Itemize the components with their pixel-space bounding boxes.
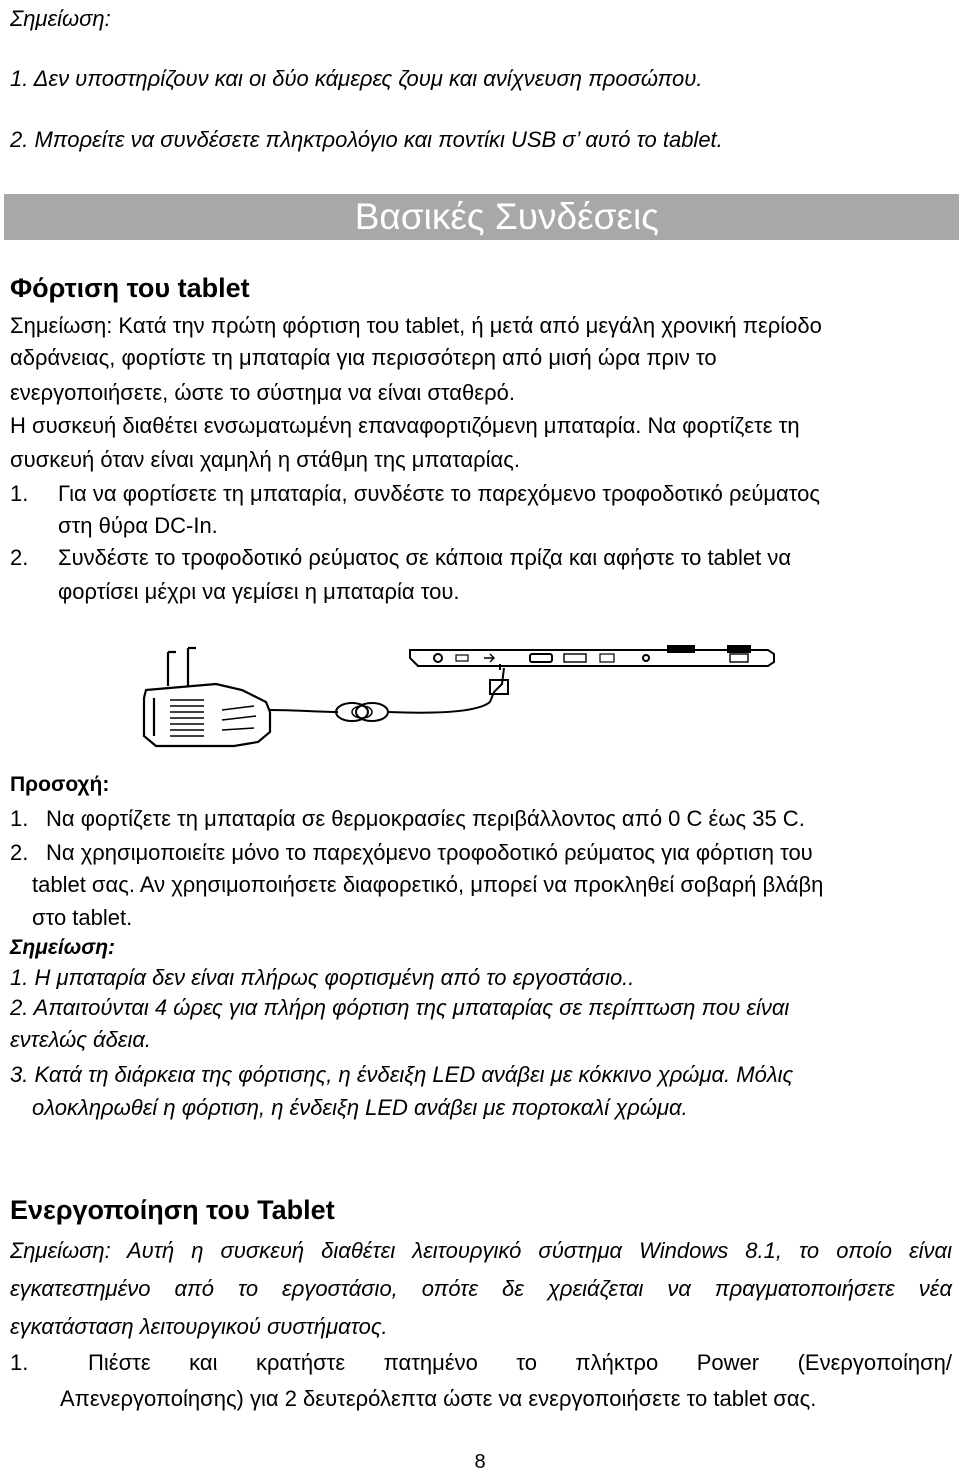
charge-note-line-1: 1. Η μπαταρία δεν είναι πλήρως φορτισμένη από το εργοστάσιο.. [10, 965, 635, 990]
power-on-step-line-2: Απενεργοποίησης) για 2 δευτερόλεπτα ώστε να ενεργοποιήσετε το tablet σας. [60, 1386, 817, 1411]
charging-note-line-1: Σημείωση: Κατά την πρώτη φόρτιση του tablet, ή μετά από μεγάλη χρονική περίοδο [10, 313, 822, 338]
charging-step-1-number: 1. [10, 481, 29, 506]
banner-title: Βασικές Συνδέσεις [354, 196, 659, 237]
caution-item-2-number: 2. [10, 840, 29, 865]
power-adapter-illustration [144, 648, 270, 746]
charging-step-2-line-2: φορτίσει μέχρι να γεμίσει η μπαταρία του. [58, 579, 460, 604]
caution-item-2-line-3: στο tablet. [32, 905, 133, 930]
power-cable-illustration [270, 664, 508, 721]
charging-illustration [138, 640, 778, 750]
charging-heading: Φόρτιση του tablet [10, 273, 250, 303]
charging-info-line-1: Η συσκευή διαθέτει ενσωματωμένη επαναφορτιζόμενη μπαταρία. Να φορτίζετε τη [10, 413, 800, 438]
charging-note-line-3: ενεργοποιήσετε, ώστε το σύστημα να είναι σταθερό. [10, 380, 515, 405]
charge-note-line-5: ολοκληρωθεί η φόρτιση, η ένδειξη LED ανάβει με πορτοκαλί χρώμα. [32, 1095, 688, 1120]
charging-step-1-line-2: στη θύρα DC-In. [58, 513, 218, 538]
charging-step-2-line-1: Συνδέστε το τροφοδοτικό ρεύματος σε κάποια πρίζα και αφήστε το tablet να [58, 545, 792, 570]
tablet-edge-illustration [410, 646, 774, 666]
power-on-step-line-1: Πιέστε και κρατήστε πατημένο το πλήκτρο Power (Ενεργοποίηση/ [88, 1350, 952, 1375]
charging-step-2-number: 2. [10, 545, 29, 570]
top-note-item-1: 1. Δεν υποστηρίζουν και οι δύο κάμερες ζουμ και ανίχνευση προσώπου. [10, 66, 703, 91]
caution-item-2-line-1: Να χρησιμοποιείτε μόνο το παρεχόμενο τροφοδοτικό ρεύματος για φόρτιση του [46, 840, 813, 865]
charging-note-line-2: αδράνειας, φορτίστε τη μπαταρία για περισσότερη από μισή ώρα πριν το [10, 345, 717, 370]
power-on-note-line-2: εγκατεστημένο από το εργοστάσιο, οπότε δε χρειάζεται να πραγματοποιήσετε νέα [10, 1276, 952, 1301]
charge-note-line-4: 3. Κατά τη διάρκεια της φόρτισης, η ένδειξη LED ανάβει με κόκκινο χρώμα. Μόλις [10, 1062, 794, 1087]
charge-note-heading: Σημείωση: [10, 936, 116, 959]
top-note-item-2: 2. Μπορείτε να συνδέσετε πληκτρολόγιο και ποντίκι USB σ’ αυτό το tablet. [10, 127, 723, 152]
page-number: 8 [474, 1451, 486, 1473]
top-note-label: Σημείωση: [10, 6, 111, 31]
caution-heading: Προσοχή: [10, 773, 110, 796]
power-on-heading: Ενεργοποίηση του Tablet [10, 1195, 335, 1225]
charging-step-1-line-1: Για να φορτίσετε τη μπαταρία, συνδέστε το παρεχόμενο τροφοδοτικό ρεύματος [58, 481, 820, 506]
section-banner [4, 194, 959, 240]
power-on-step-number: 1. [10, 1350, 29, 1375]
charge-note-line-2: 2. Απαιτούνται 4 ώρες για πλήρη φόρτιση της μπαταρίας σε περίπτωση που είναι [10, 995, 790, 1020]
charge-note-line-3: εντελώς άδεια. [10, 1027, 152, 1052]
caution-item-1-number: 1. [10, 806, 29, 831]
charging-info-line-2: συσκευή όταν είναι χαμηλή η στάθμη της μπαταρίας. [10, 447, 520, 472]
power-on-note-line-1: Σημείωση: Αυτή η συσκευή διαθέτει λειτουργικό σύστημα Windows 8.1, το οποίο είναι [10, 1238, 952, 1263]
caution-item-2-line-2: tablet σας. Αν χρησιμοποιήσετε διαφορετικό, μπορεί να προκληθεί σοβαρή βλάβη [32, 872, 824, 897]
power-on-note-line-3: εγκατάσταση λειτουργικού συστήματος. [10, 1314, 388, 1339]
caution-item-1-line-1: Να φορτίζετε τη μπαταρία σε θερμοκρασίες περιβάλλοντος από 0 C έως 35 C. [46, 806, 805, 831]
